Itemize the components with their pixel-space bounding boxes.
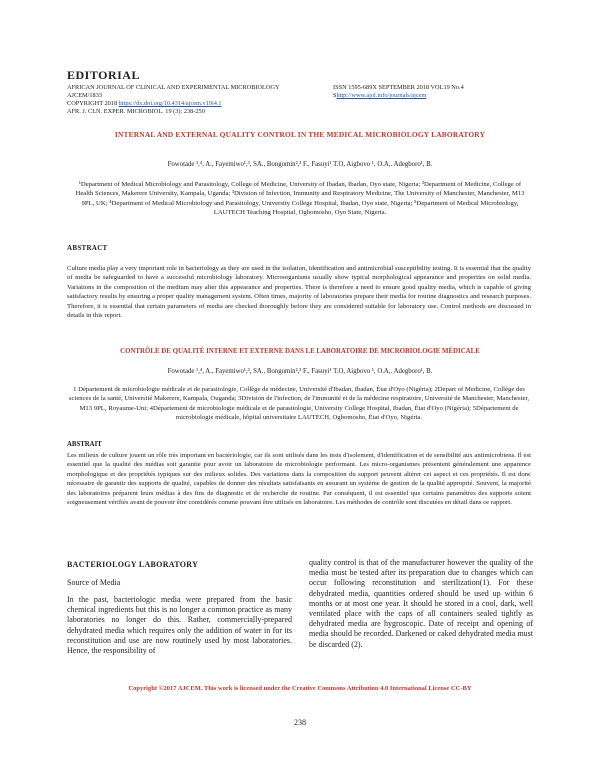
french-abstract-heading: ABSTRAIT [67,441,102,448]
page-number: 238 [294,718,306,727]
french-affiliations: 1 Département de microbiologie médicale et de parasitologie, Collège de médecine, Université d'Ibadan, Ibadan, État d'Oyo (Nigéria); 2Depart of Medicine, Collège des sciences de la santé, Université Makerere, Kampala, Ouganda; 3Division de l'infection, de l'immunité et de la médecine respiratoire, Université de Manchester, Manchester, M13 9PL, Royaume-Uni; 4Département de microbiologie médicale et de parasitologie, University College Hospital, Ibadan, État d'Oyo (Nigéria); 5Département de microbiologie médicale, hôpital universitaire LAUTECH, Ogbomosho, État d'Oyo, Nigéria. [68,386,530,422]
section-label: EDITORIAL [67,68,140,82]
journal-header-left [67,84,337,116]
copyright-doi [67,100,337,108]
license-footer: Copyright ©2017 AJCEM. This work is licensed under the Creative Commons Attribution 4.0 International License CC-BY [128,685,472,692]
body-column-right: quality control is that of the manufacturer however the quality of the media must be tested after its preparation due to changes which can occur following reconstitution and sterilization(1). For these dehydrated media, quantities ordered should be used up within 6 months or at most one year. It should be stored in a cool, dark, well ventilated place with the caps of all containers sealed tightly as dehydrated media are hygroscopic. Date of receipt and opening of media should be recorded. Darkened or caked dehydrated media must be discarded (2). [309,558,533,649]
abstract-text: Culture media play a very important role in bacteriology as they are used in the isolation, identification and antimicrobial susceptibility testing. It is essential that the quality of media be safeguarded to have a successful microbiology laboratory. Microorganisms usually show typical morphological appearance and properties on solid media. Variations in the composition of the medium may alter this appearance and properties. There is therefore a need to ensure good quality media, which is capable of giving satisfactory results by ensuring a proper quality management system. Often times, majority of laboratories prepare their media for routine diagnostics and research purposes. Therefore, it is essential that certain parameters of media are checked thoroughly before they are considered suitable for laboratory use. Control methods are discussed in details in this report. [67,265,531,320]
section-heading: BACTERIOLOGY LABORATORY [67,560,199,569]
abstract-heading: ABSTRACT [67,244,108,252]
website-prefix: S [333,92,337,99]
website-line [333,92,543,100]
copyright-prefix: COPYRIGHT 2018 [67,100,119,107]
citation: AFR. J. CLN. EXPER. MICROBIOL. 19 (3): 238-250 [67,108,205,115]
subsection-heading: Source of Media [67,578,121,587]
journal-name: AFRICAN JOURNAL OF CLINICAL AND EXPERIMENTAL MICROBIOLOGY [67,84,280,91]
doi-link[interactable]: https://dx.doi.org/10.4314/ajcem.v19i4.1 [118,100,222,107]
body-column-left: In the past, bacteriologic media were prepared from the basic chemical ingredients but this is no longer a common practice as many laboratories no longer do this. Rather, commercially-prepared dehydrated media which requires only the addition of water in for its reconstitution and use are now routinely used by most laboratories. Hence, the responsibility of [67,595,292,656]
french-author-list: Fowotade ¹,⁴, A., Fayemiwo¹,³, SA., Bongomin²,³ F., Fasuyi¹ T.O, Aigbovo ¹, O.A,. Adegboro¹, B. [167,368,433,375]
author-list: Fowotade ¹,⁴, A., Fayemiwo¹,³, SA., Bongomin²,³ F., Fasuyi¹ T.O, Aigbovo ¹, O.A,. Adegboro¹, B. [167,161,433,168]
french-title: CONTRÔLE DE QUALITÉ INTERNE ET EXTERNE DANS LE LABORATOIRE DE MICROBIOLOGIE MÉDICALE [120,348,480,355]
french-abstract-text: Les milieux de culture jouent un rôle très important en bactériologie, car ils sont utilisés dans les tests d'isolement, d'identification et de sensibilité aux antimicrobiens. Il est essentiel que la qualité des médias soit garantie pour avoir un laboratoire de microbiologie performant. Les micro-organismes présentent généralement une apparence morphologique et des propriétés typiques sur des milieux solides. Des variations dans la composition du support peuvent altérer cet aspect et ces propriétés. Il est donc nécessaire de garantir des supports de qualité, capables de donner des résultats satisfaisants en assurant un système de gestion de la qualité approprié. Souvent, la majorité des laboratoires préparent leurs médias à des fins de diagnostic et de recherche de routine. Par conséquent, il est essentiel que certains paramètres des supports soient soigneusement vérifiés avant de pouvoir être considérés comme pouvant être utilisés en laboratoire. Les méthodes de contrôle sont discutées en détail dans ce rapport. [67,452,531,507]
issn-issue: ISSN 1595-689X SEPTEMBER 2018 VOL19 No.4 [333,84,464,91]
article-title: INTERNAL AND EXTERNAL QUALITY CONTROL IN THE MEDICAL MICROBIOLOGY LABORATORY [114,130,486,139]
affiliations: ¹Department of Medical Microbiology and Parasitology, College of Medicine, University of Ibadan, Ibadan, Oyo state, Nigeria; ²Department of Medicine, College of Health Sciences, Makerere University, Kampala, Uganda; ³Division of Infection, Immunity and Respiratory Medicine, The University of Manchester, Manchester, M13 9PL, UK; ⁴Department of Medical Microbiology and Parasitology, University College Hospital, Ibadan, Oyo state, Nigeria; ⁵Department of Medical Microbiology, LAUTECH Teaching Hospital, Ogbomosho, Oyo State, Nigeria. [75,181,525,217]
journal-code: AJCEM/1833 [67,92,102,99]
journal-header-right [333,84,543,100]
website-link[interactable]: http://www.ajol.info/journals/ajcem [336,92,427,99]
